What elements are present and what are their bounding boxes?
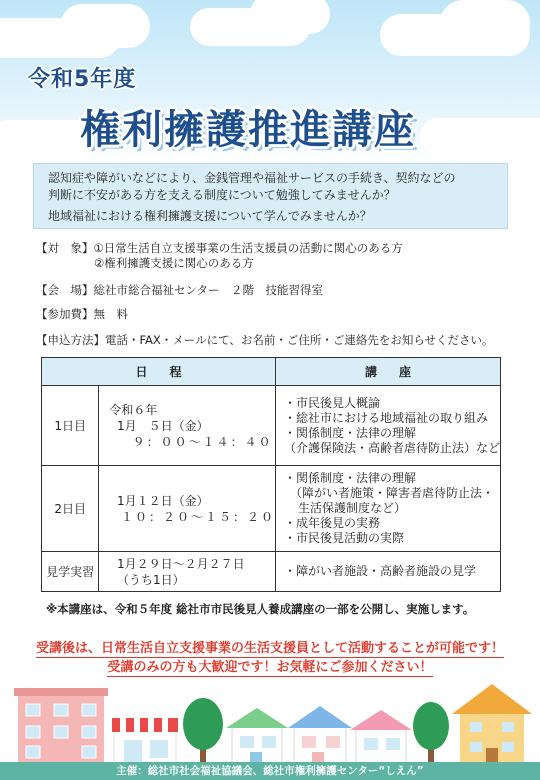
cloud-decoration	[420, 118, 540, 154]
content-item: ・市民後見人概論	[283, 395, 380, 410]
house-icon	[226, 708, 288, 766]
intro-line: 判断に不安がある方を支える制度について勉強してみませんか？	[48, 188, 396, 202]
date-line: 1月２９日～２月２７日	[109, 556, 245, 571]
content-cell	[275, 552, 500, 592]
day-cell: 見学実習	[42, 552, 99, 592]
table-row	[42, 386, 501, 466]
date-cell	[99, 552, 276, 592]
content-item: ・成年後見の実務	[283, 516, 380, 530]
date-line: 1月 ５日（金）	[109, 418, 209, 433]
content-item: ・関係制度・法律の理解	[283, 471, 416, 485]
table-row	[42, 552, 501, 592]
cta-text: 受講後は、日常生活自立支援事業の生活支援員として活動することが可能です！	[35, 641, 504, 656]
content-cell	[275, 386, 500, 466]
table-row	[42, 466, 501, 552]
town-illustration	[0, 678, 540, 770]
footer-organizer: 主催：総社市社会福祉協議会、総社市権利擁護センター“しえん”	[0, 762, 540, 780]
era-title: 令和5年度	[28, 67, 137, 92]
date-line: 令和６年	[109, 402, 158, 417]
cta-line-2	[0, 656, 540, 675]
house-icon	[452, 684, 532, 766]
intro-line: 地域福祉における権利擁護支援について学んでみませんか？	[48, 209, 372, 223]
header-content: 講座	[275, 358, 500, 386]
content-item: ・関係制度・法律の理解	[283, 425, 416, 440]
target-line-1: 【対 象】①日常生活自立支援事業の生活支援員の活動に関心のある方	[36, 241, 403, 255]
tree-icon	[413, 702, 449, 766]
table-header-row	[42, 358, 501, 386]
header-date: 日程	[42, 358, 276, 386]
time-line: ９：００～１４：４０	[109, 434, 273, 449]
venue-info: 【会 場】総社市総合福祉センター ２階 技能習得室	[36, 283, 324, 297]
target-info	[36, 241, 403, 271]
cloud-decoration	[60, 4, 150, 48]
day-cell: 1日目	[42, 386, 99, 466]
date-line: 1月１２日（金）	[109, 493, 209, 508]
day-cell: 2日目	[42, 466, 99, 552]
tree-icon	[183, 698, 223, 766]
intro-line: 認知症や障がいなどにより、金銭管理や福祉サービスの手続き、契約などの	[48, 171, 456, 185]
note-text: ※本講座は、令和５年度 総社市市民後見人養成講座の一部を公開し、実施します。	[46, 602, 475, 616]
apply-info: 【申込方法】電話・FAX・メールにて、お名前・ご住所・ご連絡先をお知らせください。	[36, 333, 494, 347]
house-icon	[350, 710, 412, 766]
content-item: ・市民後見活動の実際	[283, 531, 404, 545]
content-item: 生活保護制度など）	[297, 501, 406, 515]
cloud-decoration	[250, 0, 330, 34]
cta-text: 受講のみの方も大歓迎です！お気軽にご参加ください！	[107, 660, 433, 675]
content-cell	[275, 466, 500, 552]
content-item: （障がい者施策・障害者虐待防止法・	[289, 486, 494, 500]
date-line: （うち1日）	[109, 572, 185, 587]
cta-line-1	[0, 637, 540, 656]
fee-info: 【参加費】無 料	[36, 307, 128, 321]
time-line: １０：２０～１５：２０	[109, 509, 275, 524]
shop-icon	[112, 718, 178, 766]
house-icon	[288, 706, 352, 766]
schedule-table	[41, 357, 501, 592]
intro-box	[33, 163, 508, 229]
content-item: （介護保険法・高齢者虐待防止法）など	[283, 440, 500, 455]
date-cell	[99, 466, 276, 552]
date-cell	[99, 386, 276, 466]
page-title: 権利擁護推進講座	[80, 107, 416, 153]
cloud-decoration	[440, 0, 530, 46]
content-item: ・障がい者施設・高齢者施設の見学	[283, 564, 476, 578]
content-item: ・総社市における地域福祉の取り組み	[283, 410, 488, 425]
target-line-2: ②権利擁護支援に関心のある方	[94, 256, 254, 270]
apartment-building-icon	[14, 688, 108, 766]
